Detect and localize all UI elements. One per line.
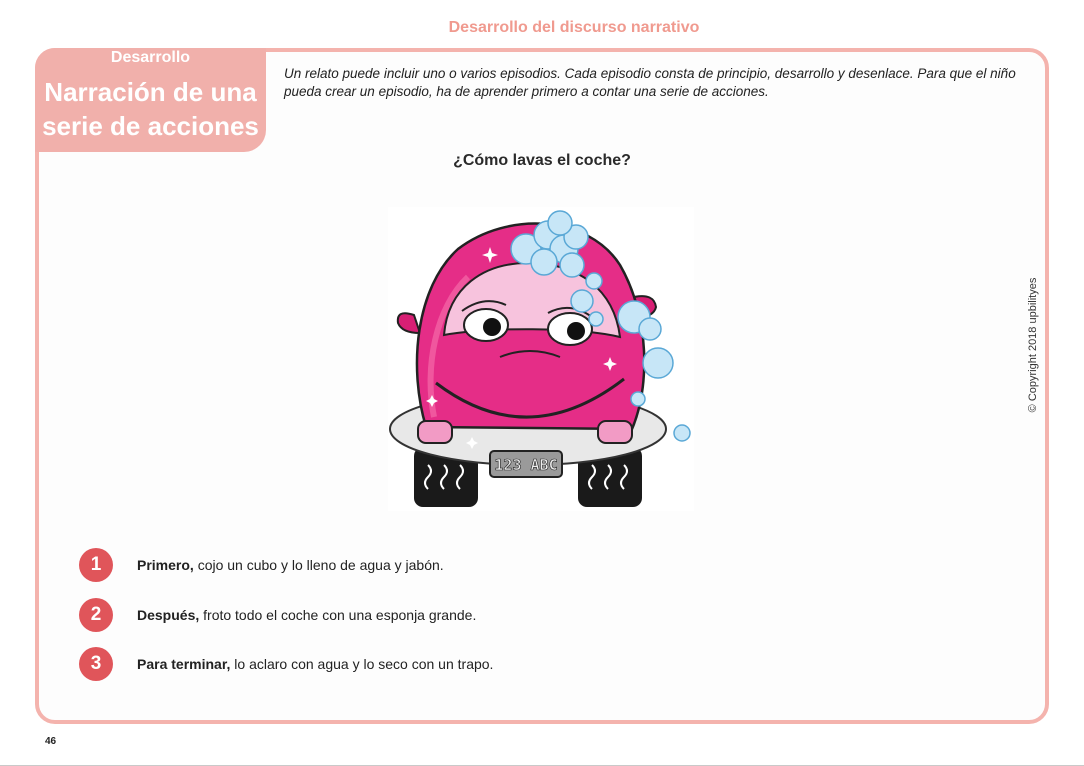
intro-paragraph (284, 65, 1044, 101)
step-body: cojo un cubo y lo lleno de agua y jabón. (193, 557, 444, 573)
page-number: 46 (45, 736, 57, 747)
tab-kicker: Desarrollo (110, 49, 191, 66)
step-body: lo aclaro con agua y lo seco con un trapo. (230, 656, 494, 672)
step-lead: Para terminar, (137, 656, 231, 672)
section-title: Desarrollo del discurso narrativo (448, 19, 700, 36)
step-text (137, 647, 493, 681)
tab-title (35, 75, 266, 143)
intro-line-2: pueda crear un episodio, ha de aprender primero a contar una serie de acciones. (284, 84, 769, 99)
lesson-tab (35, 48, 266, 152)
svg-text:123 ABC: 123 ABC (494, 456, 558, 474)
tab-title-line-2: serie de acciones (42, 111, 259, 141)
copyright-notice: © Copyright 2018 upbilityes (1027, 277, 1039, 413)
car-illustration (388, 207, 694, 511)
step-number-badge: 2 (79, 598, 113, 632)
question-heading: ¿Cómo lavas el coche? (453, 152, 631, 169)
intro-line-1: Un relato puede incluir uno o varios episodios. Cada episodio consta de principio, desarrollo y desenlace. Para que el niño (284, 66, 1016, 81)
step-lead: Primero, (137, 557, 194, 573)
step-lead: Después, (137, 607, 200, 623)
step-number-badge: 3 (79, 647, 113, 681)
step-number-badge: 1 (79, 548, 113, 582)
step-text (137, 598, 476, 632)
step-body: froto todo el coche con una esponja grande. (199, 607, 477, 623)
step-text (137, 548, 444, 582)
tab-title-line-1: Narración de una (44, 77, 257, 107)
